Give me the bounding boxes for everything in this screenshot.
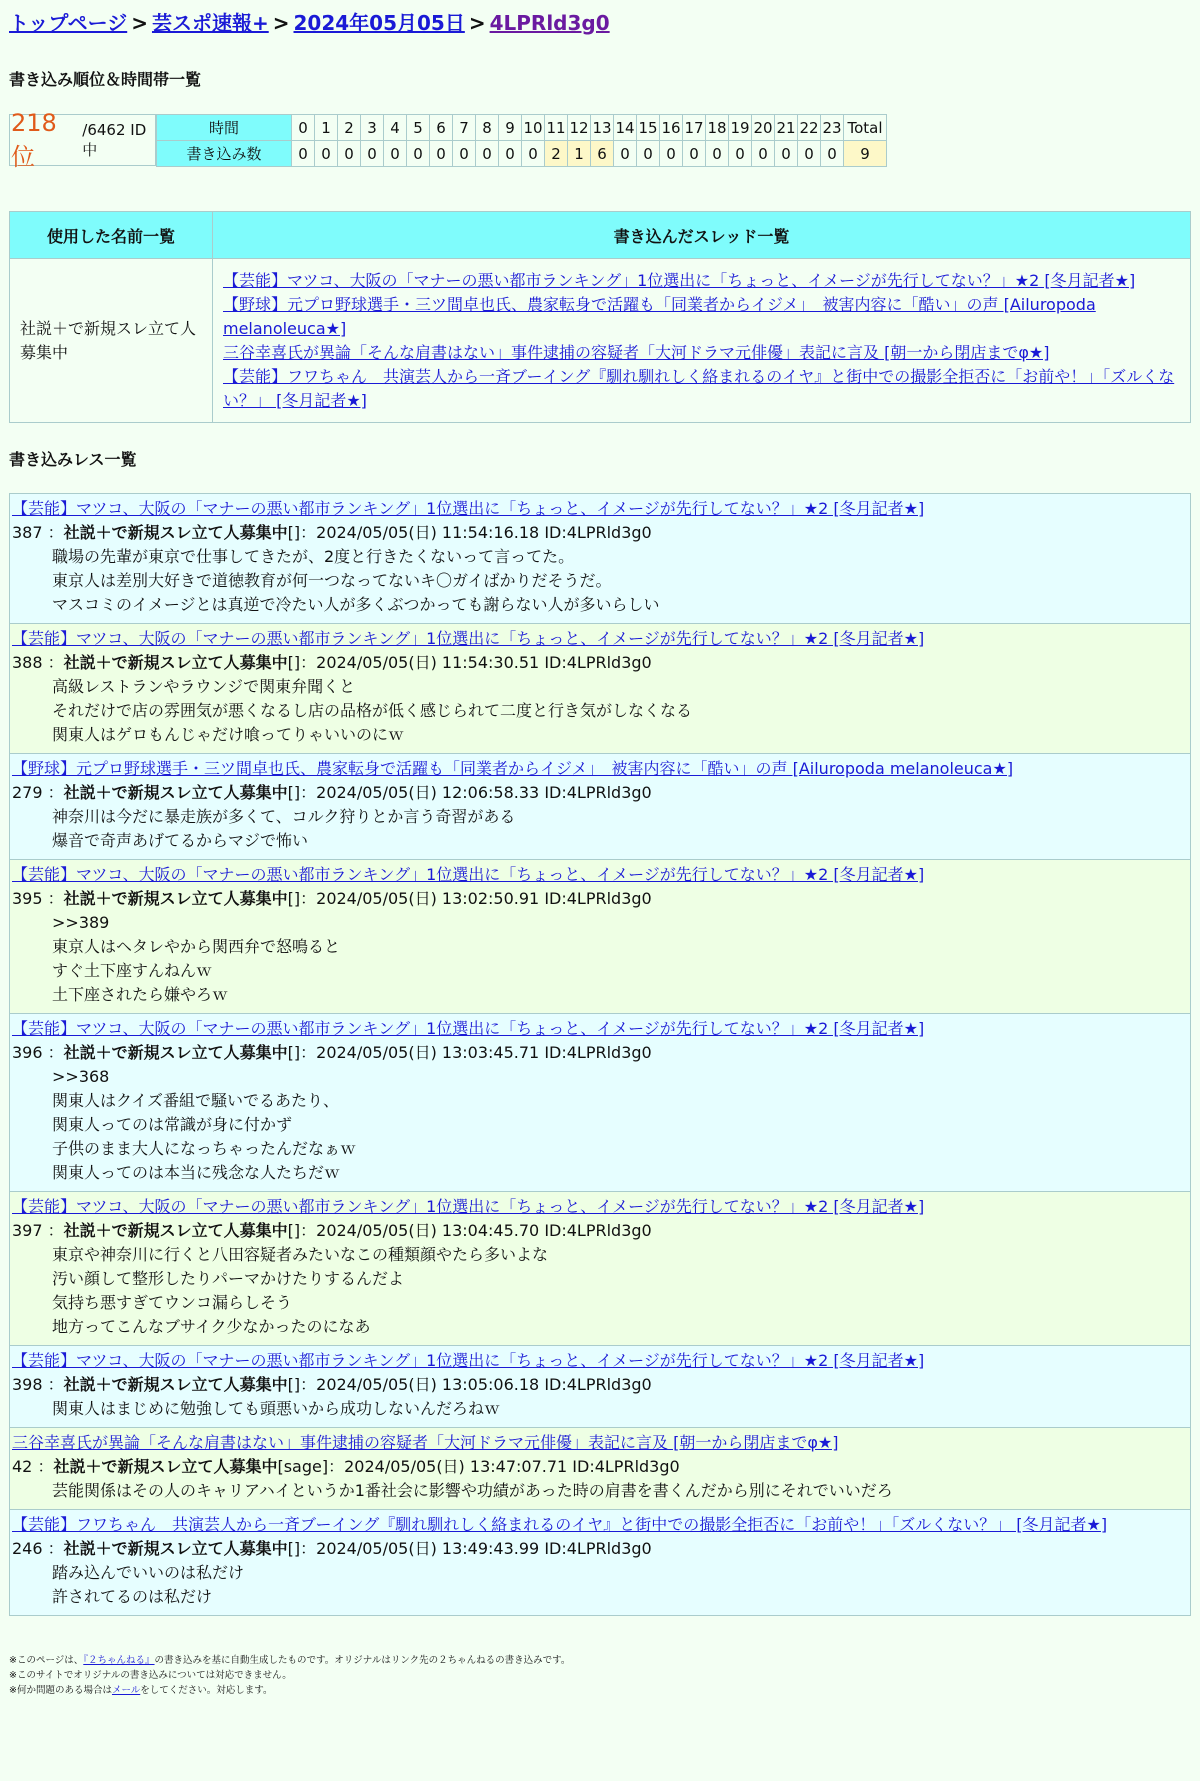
post-item xyxy=(9,623,1191,753)
hour-count-cell: 0 xyxy=(338,141,361,167)
count-label: 書き込み数 xyxy=(157,141,292,167)
post-number: 246 xyxy=(12,1539,43,1558)
post-thread-link[interactable]: 【芸能】マツコ、大阪の「マナーの悪い都市ランキング」1位選出に「ちょっと、イメージが先行してない？」★2 [冬月記者★] xyxy=(12,1197,925,1216)
post-mail: [] xyxy=(287,1539,301,1558)
breadcrumb-separator: > xyxy=(468,11,486,35)
thread-list xyxy=(213,259,1191,423)
post-line: 東京人はヘタレやから関西弁で怒鳴ると xyxy=(52,937,341,956)
hour-count-cell: 0 xyxy=(683,141,706,167)
breadcrumb-top-link[interactable]: トップページ xyxy=(9,11,128,35)
post-mail: [] xyxy=(287,1375,301,1394)
hour-header-cell: 17 xyxy=(683,115,706,141)
post-author: 社説＋で新規スレ立て人募集中 xyxy=(63,783,288,802)
post-item xyxy=(9,1191,1191,1345)
post-line: 踏み込んでいいのは私だけ xyxy=(52,1563,245,1582)
hour-header-cell: Total xyxy=(844,115,887,141)
footer-text: の書き込みを基に自動生成したものです。オリジナルはリンク先の２ちゃんねるの書き込みです。 xyxy=(154,1655,571,1666)
post-author: 社説＋で新規スレ立て人募集中 xyxy=(63,1043,288,1062)
post-thread-link[interactable]: 【芸能】マツコ、大阪の「マナーの悪い都市ランキング」1位選出に「ちょっと、イメージが先行してない？」★2 [冬月記者★] xyxy=(12,1351,925,1370)
post-item xyxy=(9,1345,1191,1427)
post-line: 東京人は差別大好きで道徳教育が何一つなってないキ〇ガイばかりだそうだ。 xyxy=(52,571,612,590)
breadcrumb-id-link[interactable]: 4LPRld3g0 xyxy=(489,11,610,35)
post-meta: ：2024/05/05(日) 13:03:45.71 ID:4LPRld3g0 xyxy=(300,1043,652,1062)
hour-count-cell: 0 xyxy=(660,141,683,167)
hour-header-cell: 20 xyxy=(752,115,775,141)
rank-section xyxy=(9,108,1191,171)
hour-header-cell: 0 xyxy=(292,115,315,141)
post-thread-link[interactable]: 【芸能】マツコ、大阪の「マナーの悪い都市ランキング」1位選出に「ちょっと、イメージが先行してない？」★2 [冬月記者★] xyxy=(12,629,925,648)
breadcrumb-separator: > xyxy=(131,11,148,35)
hour-count-cell: 0 xyxy=(292,141,315,167)
post-thread-link[interactable]: 【芸能】マツコ、大阪の「マナーの悪い都市ランキング」1位選出に「ちょっと、イメージが先行してない？」★2 [冬月記者★] xyxy=(12,499,925,518)
mail-link[interactable]: メール xyxy=(111,1685,141,1696)
hour-header-cell: 7 xyxy=(453,115,476,141)
rank-heading: 書き込み順位＆時間帯一覧 xyxy=(9,70,202,89)
post-thread-link[interactable]: 三谷幸喜氏が異論「そんな肩書はない」事件逮捕の容疑者「大河ドラマ元俳優」表記に言及 [朝一から閉店までφ★] xyxy=(12,1433,839,1452)
hour-count-cell: 0 xyxy=(384,141,407,167)
footer-line-2: ※このサイトでオリジナルの書き込みについては対応できません。 xyxy=(9,1670,292,1681)
post-body xyxy=(12,911,1188,1007)
post-mail: [] xyxy=(287,1221,301,1240)
rank-total: /6462 ID中 xyxy=(82,120,147,159)
post-meta: ：2024/05/05(日) 13:05:06.18 ID:4LPRld3g0 xyxy=(300,1375,652,1394)
post-body xyxy=(12,1243,1188,1339)
post-thread-link[interactable]: 【芸能】マツコ、大阪の「マナーの悪い都市ランキング」1位選出に「ちょっと、イメージが先行してない？」★2 [冬月記者★] xyxy=(12,865,925,884)
post-line: 子供のまま大人になっちゃったんだなぁｗ xyxy=(52,1139,357,1158)
hour-header-cell: 10 xyxy=(522,115,545,141)
hour-header-cell: 19 xyxy=(729,115,752,141)
hour-count-cell: 2 xyxy=(545,141,568,167)
post-line: >>389 xyxy=(52,913,110,932)
post-header: 395 ：社説＋で新規スレ立て人募集中[]：2024/05/05(日) 13:02:50.91 ID:4LPRld3g0 xyxy=(12,889,652,908)
post-line: 東京や神奈川に行くと八田容疑者みたいなこの種類顔やたら多いよな xyxy=(52,1245,549,1264)
post-meta: ：2024/05/05(日) 13:04:45.70 ID:4LPRld3g0 xyxy=(300,1221,652,1240)
post-number: 387 xyxy=(12,523,43,542)
hour-header-cell: 18 xyxy=(706,115,729,141)
hour-header-cell: 23 xyxy=(821,115,844,141)
footer xyxy=(9,1653,1191,1698)
post-meta: ：2024/05/05(日) 13:47:07.71 ID:4LPRld3g0 xyxy=(328,1457,680,1476)
breadcrumb xyxy=(9,8,1191,38)
post-body xyxy=(12,545,1188,617)
post-author: 社説＋で新規スレ立て人募集中 xyxy=(63,1375,288,1394)
post-body xyxy=(12,675,1188,747)
post-number: 279 xyxy=(12,783,43,802)
breadcrumb-separator: > xyxy=(272,11,290,35)
post-header: 279 ：社説＋で新規スレ立て人募集中[]：2024/05/05(日) 12:06:58.33 ID:4LPRld3g0 xyxy=(12,783,652,802)
post-thread-link[interactable]: 【芸能】フワちゃん 共演芸人から一斉ブーイング『馴れ馴れしく絡まれるのイヤ』と街中での撮影全拒否に「お前や！」「ズルくない？」 [冬月記者★] xyxy=(12,1515,1108,1534)
hour-header-cell: 16 xyxy=(660,115,683,141)
hour-count-cell: 0 xyxy=(729,141,752,167)
post-author: 社説＋で新規スレ立て人募集中 xyxy=(63,889,288,908)
res-heading: 書き込みレス一覧 xyxy=(9,450,137,469)
post-line: 芸能関係はその人のキャリアハイというか1番社会に影響や功績があった時の肩書を書くんだから別にそれでいいだろ xyxy=(52,1481,893,1500)
names-column-header: 使用した名前一覧 xyxy=(10,212,213,259)
post-author: 社説＋で新規スレ立て人募集中 xyxy=(53,1457,278,1476)
post-header: 246 ：社説＋で新規スレ立て人募集中[]：2024/05/05(日) 13:49:43.99 ID:4LPRld3g0 xyxy=(12,1539,652,1558)
post-header: 396 ：社説＋で新規スレ立て人募集中[]：2024/05/05(日) 13:03:45.71 ID:4LPRld3g0 xyxy=(12,1043,652,1062)
thread-link[interactable]: 三谷幸喜氏が異論「そんな肩書はない」事件逮捕の容疑者「大河ドラマ元俳優」表記に言及 [朝一から閉店までφ★] xyxy=(223,342,1050,362)
time-label: 時間 xyxy=(157,115,292,141)
post-mail: [] xyxy=(287,889,301,908)
post-item xyxy=(9,1427,1191,1509)
hour-count-cell: 0 xyxy=(798,141,821,167)
post-line: 関東人はクイズ番組で騒いでるあたり、 xyxy=(52,1091,340,1110)
post-list xyxy=(9,493,1191,1616)
post-author: 社説＋で新規スレ立て人募集中 xyxy=(63,1539,288,1558)
hour-count-cell: 0 xyxy=(430,141,453,167)
post-mail: [] xyxy=(287,1043,301,1062)
hour-count-cell: 1 xyxy=(568,141,591,167)
hour-header-cell: 3 xyxy=(361,115,384,141)
post-line: 地方ってこんなブサイク少なかったのになあ xyxy=(52,1317,371,1336)
post-line: マスコミのイメージとは真逆で冷たい人が多くぶつかっても謝らない人が多いらしい xyxy=(52,595,660,614)
breadcrumb-board-link[interactable]: 芸スポ速報+ xyxy=(151,11,269,35)
threads-column-header: 書き込んだスレッド一覧 xyxy=(213,212,1191,259)
hour-header-cell: 6 xyxy=(430,115,453,141)
hour-header-cell: 14 xyxy=(614,115,637,141)
post-header: 398 ：社説＋で新規スレ立て人募集中[]：2024/05/05(日) 13:05:06.18 ID:4LPRld3g0 xyxy=(12,1375,652,1394)
post-mail: [] xyxy=(287,783,301,802)
poster-name: 社説＋で新規スレ立て人募集中 xyxy=(10,259,213,423)
post-line: 土下座されたら嫌やろｗ xyxy=(52,985,229,1004)
hour-count-cell: 0 xyxy=(315,141,338,167)
hour-header-cell: 11 xyxy=(545,115,568,141)
hour-header-cell: 9 xyxy=(499,115,522,141)
post-meta: ：2024/05/05(日) 11:54:16.18 ID:4LPRld3g0 xyxy=(300,523,652,542)
rank-number: 218 位 xyxy=(11,108,57,171)
post-body xyxy=(12,1065,1188,1185)
footer-line-3 xyxy=(9,1683,1191,1698)
rank-position xyxy=(9,108,156,171)
post-line: すぐ土下座すんねんｗ xyxy=(52,961,213,980)
hours-count-row xyxy=(157,141,887,167)
hour-count-cell: 0 xyxy=(499,141,522,167)
hour-count-cell: 0 xyxy=(821,141,844,167)
hour-header-cell: 4 xyxy=(384,115,407,141)
post-number: 396 xyxy=(12,1043,43,1062)
post-meta: ：2024/05/05(日) 13:49:43.99 ID:4LPRld3g0 xyxy=(300,1539,652,1558)
post-thread-link[interactable]: 【野球】元プロ野球選手・三ツ間卓也氏、農家転身で活躍も「同業者からイジメ」 被害内容に「酷い」の声 [Ailuropoda melanoleuca★] xyxy=(12,759,1014,778)
post-line: それだけで店の雰囲気が悪くなるし店の品格が低く感じられて二度と行き気がしなくなる xyxy=(52,701,693,720)
post-mail: [] xyxy=(287,523,301,542)
hour-header-cell: 15 xyxy=(637,115,660,141)
hour-header-cell: 8 xyxy=(476,115,499,141)
post-body xyxy=(12,1561,1188,1609)
post-meta: ：2024/05/05(日) 13:02:50.91 ID:4LPRld3g0 xyxy=(300,889,652,908)
post-line: 関東人はゲロもんじゃだけ喰ってりゃいいのにｗ xyxy=(52,725,405,744)
thread-link[interactable]: 【芸能】マツコ、大阪の「マナーの悪い都市ランキング」1位選出に「ちょっと、イメージが先行してない？」★2 [冬月記者★] xyxy=(223,270,1136,290)
post-number: 398 xyxy=(12,1375,43,1394)
post-line: 職場の先輩が東京で仕事してきたが、2度と行きたくないって言ってた。 xyxy=(52,547,575,566)
post-line: >>368 xyxy=(52,1067,110,1086)
footer-text: をしてください。対応します。 xyxy=(140,1685,273,1696)
post-line: 許されてるのは私だけ xyxy=(52,1587,213,1606)
post-author: 社説＋で新規スレ立て人募集中 xyxy=(63,1221,288,1240)
post-header: 397 ：社説＋で新規スレ立て人募集中[]：2024/05/05(日) 13:04:45.70 ID:4LPRld3g0 xyxy=(12,1221,652,1240)
hour-count-cell: 9 xyxy=(844,141,887,167)
hour-count-cell: 6 xyxy=(591,141,614,167)
breadcrumb-date-link[interactable]: 2024年05月05日 xyxy=(293,11,465,35)
post-item xyxy=(9,859,1191,1013)
hour-count-cell: 0 xyxy=(775,141,798,167)
post-meta: ：2024/05/05(日) 12:06:58.33 ID:4LPRld3g0 xyxy=(300,783,652,802)
hour-header-cell: 21 xyxy=(775,115,798,141)
hour-count-cell: 0 xyxy=(407,141,430,167)
post-line: 気持ち悪すぎてウンコ漏らしそう xyxy=(52,1293,293,1312)
hour-count-cell: 0 xyxy=(453,141,476,167)
footer-text: ※このページは、 xyxy=(9,1655,84,1666)
hour-count-cell: 0 xyxy=(361,141,384,167)
2ch-link[interactable]: 『２ちゃんねる』 xyxy=(83,1655,155,1666)
hour-count-cell: 0 xyxy=(637,141,660,167)
post-line: 高級レストランやラウンジで関東弁聞くと xyxy=(52,677,356,696)
names-threads-table xyxy=(9,211,1191,423)
hour-count-cell: 0 xyxy=(614,141,637,167)
thread-link[interactable]: 【芸能】フワちゃん 共演芸人から一斉ブーイング『馴れ馴れしく絡まれるのイヤ』と街中での撮影全拒否に「お前や！」「ズルくない？」 [冬月記者★] xyxy=(223,366,1175,410)
post-author: 社説＋で新規スレ立て人募集中 xyxy=(63,523,288,542)
post-line: 爆音で奇声あげてるからマジで怖い xyxy=(52,831,309,850)
footer-line-1 xyxy=(9,1653,1191,1668)
hour-count-cell: 0 xyxy=(522,141,545,167)
post-item xyxy=(9,1509,1191,1616)
post-line: 汚い顔して整形したりパーマかけたりするんだよ xyxy=(52,1269,405,1288)
hour-header-cell: 1 xyxy=(315,115,338,141)
post-number: 397 xyxy=(12,1221,43,1240)
post-mail: [sage] xyxy=(277,1457,329,1476)
post-body xyxy=(12,1479,1188,1503)
post-mail: [] xyxy=(287,653,301,672)
post-header: 388 ：社説＋で新規スレ立て人募集中[]：2024/05/05(日) 11:54:30.51 ID:4LPRld3g0 xyxy=(12,653,652,672)
footer-text: ※何か問題のある場合は xyxy=(9,1685,112,1696)
post-line: 関東人はまじめに勉強しても頭悪いから成功しないんだろねｗ xyxy=(52,1399,501,1418)
post-thread-link[interactable]: 【芸能】マツコ、大阪の「マナーの悪い都市ランキング」1位選出に「ちょっと、イメージが先行してない？」★2 [冬月記者★] xyxy=(12,1019,925,1038)
post-item xyxy=(9,1013,1191,1191)
post-line: 関東人ってのは本当に残念な人たちだｗ xyxy=(52,1163,341,1182)
hour-header-cell: 13 xyxy=(591,115,614,141)
post-body xyxy=(12,1397,1188,1421)
post-item xyxy=(9,493,1191,623)
post-number: 395 xyxy=(12,889,43,908)
hour-count-cell: 0 xyxy=(476,141,499,167)
post-number: 388 xyxy=(12,653,43,672)
thread-link[interactable]: 【野球】元プロ野球選手・三ツ間卓也氏、農家転身で活躍も「同業者からイジメ」 被害内容に「酷い」の声 [Ailuropoda melanoleuca★] xyxy=(223,294,1096,338)
hour-count-cell: 0 xyxy=(706,141,729,167)
hourly-post-table xyxy=(156,114,887,167)
hour-header-cell: 22 xyxy=(798,115,821,141)
post-meta: ：2024/05/05(日) 11:54:30.51 ID:4LPRld3g0 xyxy=(300,653,652,672)
post-line: 関東人ってのは常識が身に付かず xyxy=(52,1115,293,1134)
post-header: 387 ：社説＋で新規スレ立て人募集中[]：2024/05/05(日) 11:54:16.18 ID:4LPRld3g0 xyxy=(12,523,652,542)
post-item xyxy=(9,753,1191,859)
post-body xyxy=(12,805,1188,853)
hour-header-cell: 5 xyxy=(407,115,430,141)
post-number: 42 xyxy=(12,1457,33,1476)
hours-header-row xyxy=(157,115,887,141)
hour-count-cell: 0 xyxy=(752,141,775,167)
hour-header-cell: 12 xyxy=(568,115,591,141)
post-header: 42 ：社説＋で新規スレ立て人募集中[sage]：2024/05/05(日) 13:47:07.71 ID:4LPRld3g0 xyxy=(12,1457,680,1476)
post-author: 社説＋で新規スレ立て人募集中 xyxy=(63,653,288,672)
post-line: 神奈川は今だに暴走族が多くて、コルク狩りとか言う奇習がある xyxy=(52,807,516,826)
hour-header-cell: 2 xyxy=(338,115,361,141)
